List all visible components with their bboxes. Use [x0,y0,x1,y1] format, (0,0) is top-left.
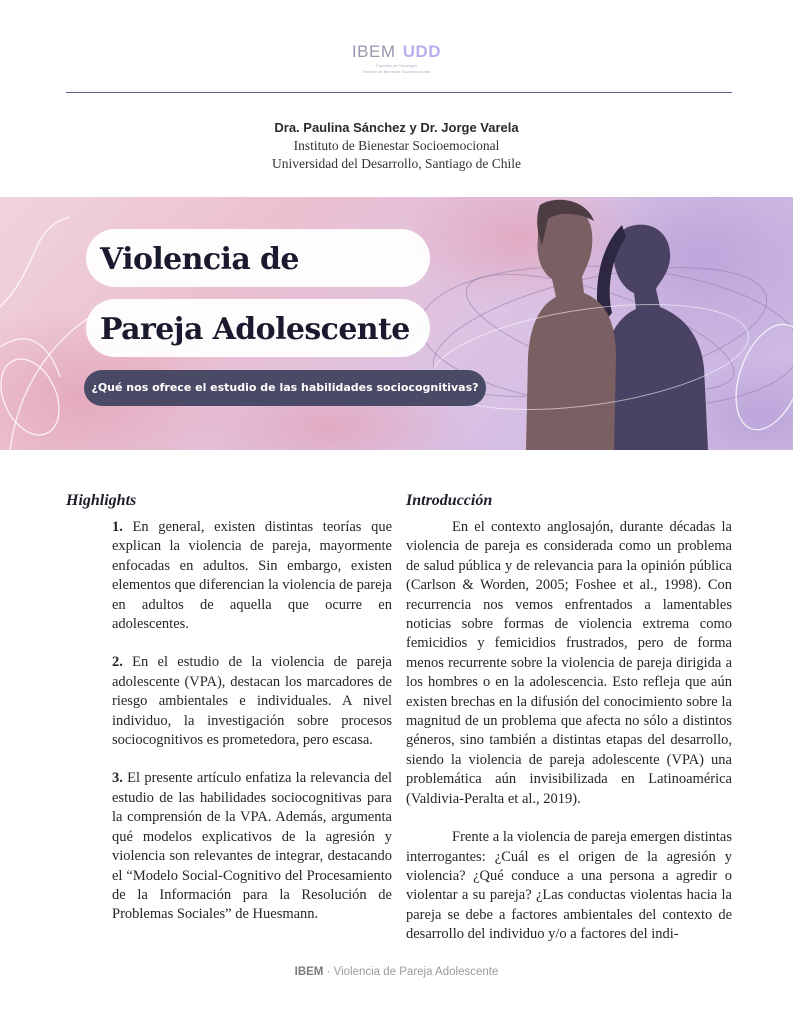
header-rule [66,92,732,93]
logo-udd: UDD [402,42,442,61]
highlights-column [66,490,392,925]
author-institute: Instituto de Bienestar Socioemocional [293,138,500,153]
logo-ibem: IBEM [351,42,396,61]
highlight-item-1 [112,518,392,634]
highlight-text: El presente artículo enfatiza la relevancia del estudio de las habilidades sociocognitivas para la comprensión de la VPA. Además, argumenta qué modelos explicativos de la agresión y violencia son relevantes de integrar, destacando el “Modelo Social-Cognitivo del Procesamiento de la Información para la Resolución de Problemas Sociales” de Huesmann. [112,770,392,923]
highlight-item-2 [112,653,392,750]
page-title-line-2: Pareja Adolescente [100,312,410,347]
highlight-text: En general, existen distintas teorías que explican la violencia de pareja, mayormente enfocadas en adultos. Sin embargo, existen elementos que diferencian la violencia de pareja en adultos de aquella que ocurre en adolescentes. [112,519,392,633]
page-title-line-1: Violencia de [100,242,299,277]
introduction-paragraph-2: Frente a la violencia de pareja emergen distintas interrogantes: ¿Cuál es el origen de la agresión y violencia? ¿Qué conduce a una persona a agredir o violentar a su pareja? ¿Las conductas violentas hacia la pareja se debe a factores ambientales del contexto de desarrollo del individuo y/o a factores del indi- [406,829,732,943]
highlight-number: 2. [112,654,123,671]
footer-brand: IBEM [294,966,324,978]
highlights-heading: Highlights [66,492,137,509]
authors-block [0,119,793,173]
highlight-item-3 [112,769,392,924]
footer-separator: · [323,966,334,978]
introduction-paragraph-1: En el contexto anglosajón, durante décadas la violencia de pareja es considerada como un problema de salud pública y de relevancia para la opinión pública (Carlson & Worden, 2005; Foshee et al., 1998). Con recurrencia nos vemos enfrentados a lamentables noticias sobre formas de violencia extrema como femicidios y femicidios frustrados, pero de forma menos recurrente sobre la violencia de pareja dirigida a los hombres o en la adolescencia. Esto refleja que aún existen brechas en la difusión del conocimiento sobre la magnitud de un problema que afecta no sólo a distintos géneros, sino también a distintas etapas del desarrollo, siendo la violencia de pareja adolescente (VPA) una problemática aún invisibilizada en Latinoamérica (Valdivia-Peralta et al., 2019). [406,519,732,807]
highlight-number: 1. [112,519,123,535]
logo-subtitle-1: Facultad de Psicología [376,63,417,68]
logo [0,42,793,74]
highlight-text: En el estudio de la violencia de pareja adolescente (VPA), destacan los marcadores de riesgo ambientales e individuales. A nivel individuo, la investigación sobre procesos sociocognitivos es prometedora, pero escasa. [112,654,392,749]
introduction-heading: Introducción [406,492,493,509]
logo-wordmark [0,42,793,62]
highlight-number: 3. [112,770,123,787]
author-university: Universidad del Desarrollo, Santiago de Chile [272,156,521,171]
page-subtitle: ¿Qué nos ofrece el estudio de las habilidades sociocognitivas? [91,381,479,394]
page-footer [0,966,793,978]
introduction-column [406,490,732,945]
logo-subtitle-2: Instituto de Bienestar Socioemocional [363,69,430,74]
author-names: Dra. Paulina Sánchez y Dr. Jorge Varela [274,120,519,135]
footer-title: Violencia de Pareja Adolescente [333,966,499,978]
title-banner [0,197,793,450]
